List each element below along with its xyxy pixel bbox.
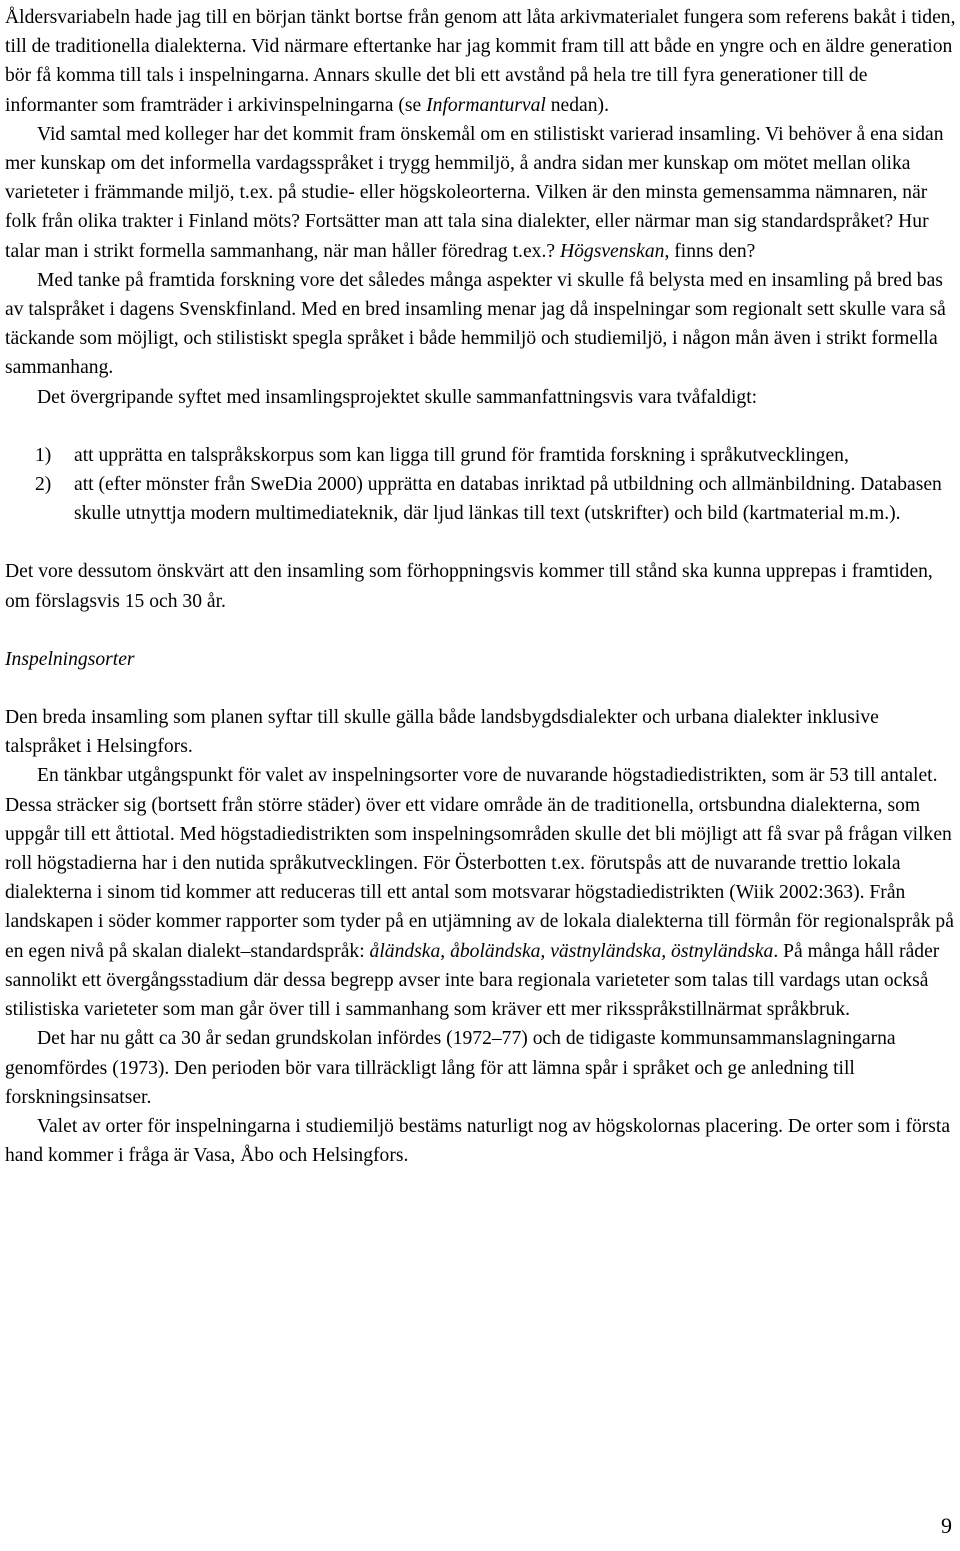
goals-list [5,441,957,529]
goal-text: att upprätta en talspråkskorpus som kan ligga till grund för framtida forskning i språkutvecklingen, [74,444,849,466]
section-heading-inspelningsorter: Inspelningsorter [5,648,135,670]
paragraph-stylistic-variation: Vid samtal med kolleger har det kommit fram önskemål om en stilistiskt varierad insamling. Vi behöver å ena sidan mer kunskap om det informella vardagsspråket i trygg hemmiljö, å andra sidan mer kunskap om mötet mellan olika varieteter i främmande miljö, t.ex. på studie- eller högskoleorterna. Vilken är den minsta gemensamma nämnaren, när folk från olika trakter i Finland möts? Fortsätter man att tala sina dialekter, eller närmar man sig standardspråket? Hur talar man i strikt formella sammanhang, när man håller föredrag t.ex.? Högsvenskan, finns den? [5,123,944,262]
goal-number: 2) [35,474,52,496]
goal-text: att (efter mönster från SweDia 2000) upprätta en databas inriktad på utbildning och allmänbildning. Databasen skulle utnyttja modern multimediateknik, där ljud länkas till text (utskrifter) och bild (kartmaterial m.m.). [74,474,942,525]
goal-item-2 [5,470,957,528]
paragraph-study-locations: Valet av orter för inspelningarna i studiemiljö bestäms naturligt nog av högskolornas placering. De orter som i första hand kommer i fråga är Vasa, Åbo och Helsingfors. [5,1115,951,1167]
paragraph-repeat-collection: Det vore dessutom önskvärt att den insamling som förhoppningsvis kommer till stånd ska kunna upprepas i framtiden, om förslagsvis 15 och 30 år. [5,561,933,612]
emphasis-informanturval: Informanturval [426,94,546,116]
goal-number: 1) [35,444,52,466]
paragraph-future-research: Med tanke på framtida forskning vore det således många aspekter vi skulle få belysta med en insamling på bred bas av talspråket i dagens Svenskfinland. Med en bred insamling menar jag då inspelningar som regionalt sett skulle vara så täckande som möjligt, och stilistiskt spegla språket i både hemmiljö och studiemiljö, i någon mån även i strikt formella sammanhang. [5,269,946,379]
paragraph-school-districts: En tänkbar utgångspunkt för valet av inspelningsorter vore de nuvarande högstadiedistrikten, som är 53 till antalet. Dessa sträcker sig (bortsett från större städer) över ett vidare område än de traditionella, ortsbundna dialekterna, som uppgår till ett åttiotal. Med högstadiedistrikten som inspelningsområden skulle det bli möjligt att få svar på frågan vilken roll högstadierna har i den nutida språkutvecklingen. För Österbotten t.ex. förutspås att de nuvarande trettio lokala dialekterna i sinom tid kommer att reduceras till ett antal som motsvarar högstadiedistrikten (Wiik 2002:363). Från landskapen i söder kommer rapporter som tyder på en utjämning av de lokala dialekterna till förmån för regionalspråk på en egen nivå på skalan dialekt–standardspråk: åländska, åboländska, västnyländska, östnyländska. På många håll råder sannolikt ett övergångsstadium där dessa begrepp avser inte bara regionala varieteter som talas till vardags utan också stilistiska varieteter som man går över till i sammanhang som kräver ett mer riksspråkstillnärmat språkbruk. [5,765,954,1021]
emphasis-hogsvenskan: Högsvenskan [559,240,665,262]
goal-item-1 [5,441,957,470]
paragraph-project-purpose: Det övergripande syftet med insamlingsprojektet skulle sammanfattningsvis vara tvåfaldigt: [37,386,758,408]
page-number: 9 [941,1513,952,1538]
document-page [5,3,957,1170]
emphasis-regional-varieties: åländska, åboländska, västnyländska, östnyländska [369,940,774,962]
paragraph-broad-collection: Den breda insamling som planen syftar till skulle gälla både landsbygdsdialekter och urbana dialekter inklusive talspråket i Helsingfors. [5,707,879,758]
paragraph-thirty-years: Det har nu gått ca 30 år sedan grundskolan infördes (1972–77) och de tidigaste kommunsammanslagningarna genomfördes (1973). Den perioden bör vara tillräckligt lång för att lämna spår i språket och ge anledning till forskningsinsatser. [5,1028,896,1108]
paragraph-age-variable: Åldersvariabeln hade jag till en början tänkt bortse från genom att låta arkivmaterialet fungera som referens bakåt i tiden, till de traditionella dialekterna. Vid närmare eftertanke har jag kommit fram till att både en yngre och en äldre generation bör få komma till tals i inspelningarna. Annars skulle det bli ett avstånd på hela tre till fyra generationer till de informanter som framträder i arkivinspelningarna (se Informanturval nedan). [5,7,956,116]
